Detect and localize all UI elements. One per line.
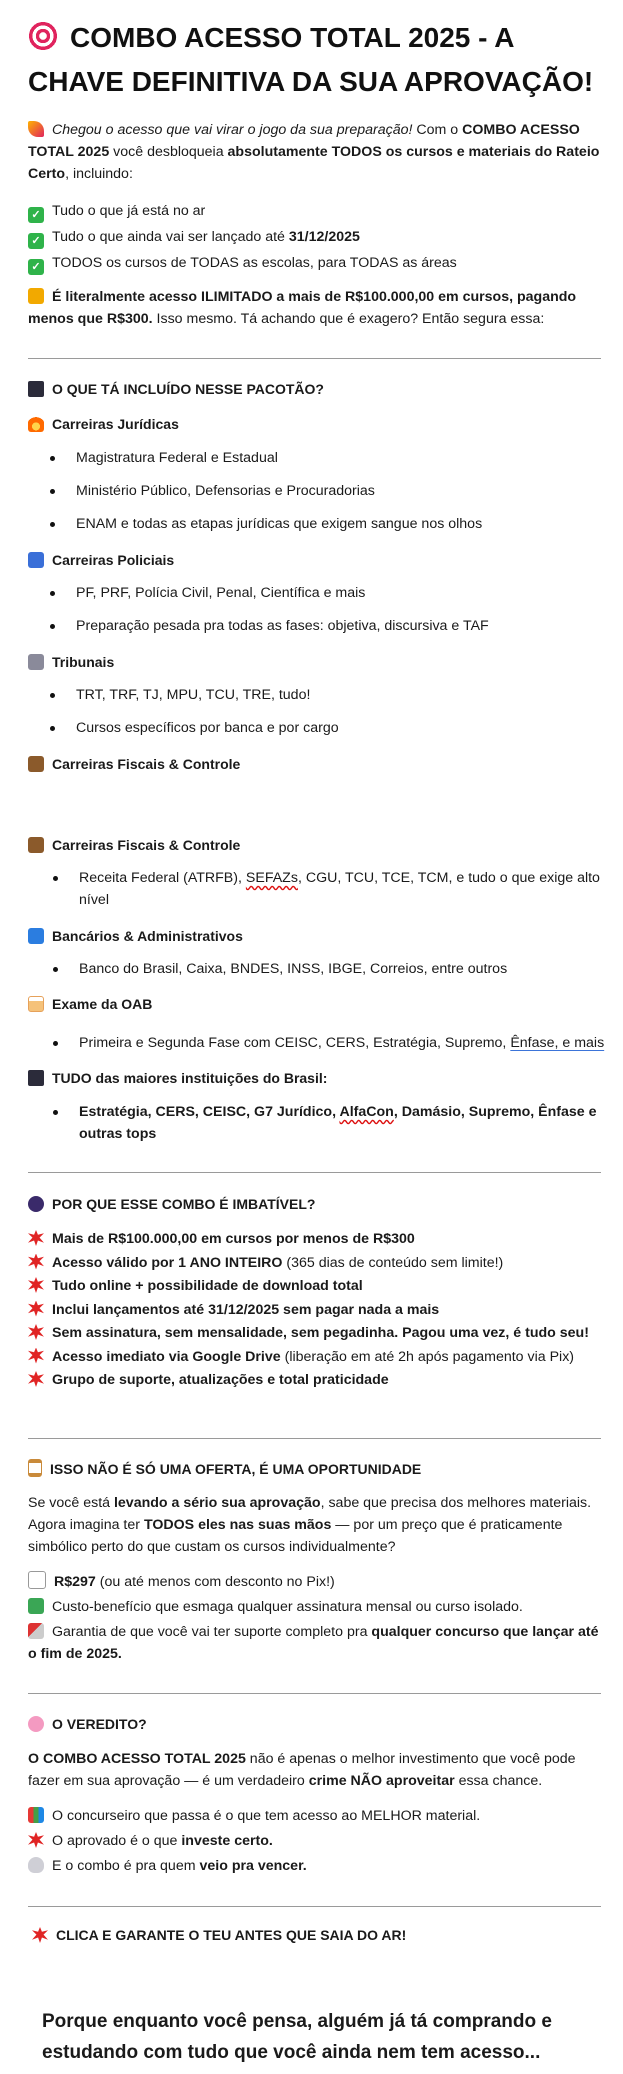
- list-item: Garantia de que você vai ter suporte completo pra qualquer concurso que lançar até o fim de 2025.: [28, 1624, 599, 1662]
- divider: [28, 1906, 601, 1907]
- list-item: Custo-benefício que esmaga qualquer assinatura mensal ou curso isolado.: [28, 1596, 603, 1618]
- skull-icon: [28, 1857, 44, 1873]
- cake-icon: [28, 996, 44, 1012]
- tribunais-heading: Tribunais: [28, 651, 114, 673]
- money-icon: [28, 1598, 44, 1614]
- check-mark-icon: [28, 259, 44, 275]
- explosion-icon: [28, 1301, 44, 1317]
- divider: [28, 1693, 601, 1694]
- syringe-icon: [28, 1623, 44, 1639]
- divider: [28, 1438, 601, 1439]
- explosion-icon: [28, 1230, 44, 1246]
- check-mark-icon: [28, 207, 44, 223]
- juridicas-heading: Carreiras Jurídicas: [28, 413, 179, 435]
- included-heading: O QUE TÁ INCLUÍDO NESSE PACOTÃO?: [28, 378, 324, 400]
- list-item: ENAM e todas as etapas jurídicas que exigem sangue nos olhos: [76, 513, 623, 535]
- veredito-paragraph: O COMBO ACESSO TOTAL 2025 não é apenas o melhor investimento que você pode fazer em sua aprovação — é um verdadeiro crime NÃO aproveitar essa chance.: [28, 1751, 576, 1789]
- explosion-icon: [28, 1832, 44, 1848]
- explosion-icon: [28, 1277, 44, 1293]
- fiscais-list: [28, 867, 609, 911]
- tudo-list: [28, 1101, 609, 1145]
- lock-icon: [28, 288, 44, 304]
- oportunidade-list: [28, 1571, 603, 1665]
- briefcase-icon: [28, 756, 44, 772]
- list-item: Inclui lançamentos até 31/12/2025 sem pagar nada a mais: [28, 1299, 603, 1323]
- policiais-heading: Carreiras Policiais: [28, 549, 174, 571]
- list-item: Grupo de suporte, atualizações e total praticidade: [28, 1369, 603, 1393]
- list-item: Banco do Brasil, Caixa, BNDES, INSS, IBGE, Correios, entre outros: [79, 958, 623, 980]
- bomb-icon: [28, 1196, 44, 1212]
- list-item: Primeira e Segunda Fase com CEISC, CERS, Estratégia, Supremo, Ênfase, e mais: [79, 1032, 623, 1054]
- list-item: Ministério Público, Defensorias e Procuradorias: [76, 480, 623, 502]
- police-car-icon: [28, 552, 44, 568]
- list-item: Cursos específicos por banca e por cargo: [76, 717, 623, 739]
- oportunidade-paragraph: Se você está levando a sério sua aprovação, sabe que precisa dos melhores materiais. Agora imagina ter TODOS eles nas suas mãos — por um preço que é praticamente simbólico perto do que custam os cursos individualmente?: [28, 1495, 592, 1555]
- list-item: E o combo é pra quem veio pra vencer.: [28, 1854, 603, 1879]
- books-icon: [28, 1807, 44, 1823]
- tribunais-list: [28, 684, 623, 739]
- hourglass-icon: [28, 1459, 42, 1477]
- list-item: O aprovado é o que investe certo.: [28, 1829, 603, 1854]
- list-item: Magistratura Federal e Estadual: [76, 447, 623, 469]
- checklist: [28, 200, 603, 275]
- page-title: COMBO ACESSO TOTAL 2025 - A CHAVE DEFINITIVA DA SUA APROVAÇÃO!: [28, 22, 594, 97]
- briefcase-icon: [28, 837, 44, 853]
- fiscais-heading: Carreiras Fiscais & Controle: [28, 753, 240, 775]
- veredito-heading: O VEREDITO?: [28, 1713, 147, 1735]
- cta-heading: CLICA E GARANTE O TEU ANTES QUE SAIA DO AR!: [32, 1924, 406, 1946]
- list-item: Sem assinatura, sem mensalidade, sem pegadinha. Pagou uma vez, é tudo seu!: [28, 1322, 603, 1346]
- list-item: Acesso válido por 1 ANO INTEIRO (365 dias de conteúdo sem limite!): [28, 1252, 603, 1276]
- bancarios-list: [28, 958, 623, 980]
- list-item: PF, PRF, Polícia Civil, Penal, Científica e mais: [76, 582, 623, 604]
- bancarios-heading: Bancários & Administrativos: [28, 925, 243, 947]
- graduation-cap-icon: [28, 1070, 44, 1086]
- explosion-icon: [28, 1371, 44, 1387]
- oab-heading: Exame da OAB: [28, 993, 152, 1015]
- divider: [28, 1172, 601, 1173]
- check-item: ✓Tudo o que já está no ar: [28, 200, 603, 223]
- oportunidade-heading: ISSO NÃO É SÓ UMA OFERTA, É UMA OPORTUNIDADE: [28, 1458, 421, 1480]
- fiscais-heading-repeat: Carreiras Fiscais & Controle: [28, 834, 240, 856]
- brain-icon: [28, 1716, 44, 1732]
- list-item: Acesso imediato via Google Drive (liberação em até 2h após pagamento via Pix): [28, 1346, 603, 1370]
- list-item: Mais de R$100.000,00 em cursos por menos de R$300: [28, 1228, 603, 1252]
- list-item: TRT, TRF, TJ, MPU, TCU, TRE, tudo!: [76, 684, 623, 706]
- list-item: O concurseiro que passa é o que tem acesso ao MELHOR material.: [28, 1804, 603, 1829]
- check-item: ✓Tudo o que ainda vai ser lançado até 31/12/2025: [28, 226, 603, 249]
- divider: [28, 358, 601, 359]
- veredito-list: [28, 1804, 603, 1879]
- credit-card-icon: [28, 928, 44, 944]
- explosion-icon: [28, 1324, 44, 1340]
- policiais-list: [28, 582, 623, 637]
- fire-icon: [28, 416, 44, 432]
- closing-statement: Porque enquanto você pensa, alguém já tá comprando e estudando com tudo que você ainda nem tem acesso...: [42, 2011, 552, 2063]
- unlimited-paragraph: É literalmente acesso ILIMITADO a mais de R$100.000,00 em cursos, pagando menos que R$300. Isso mesmo. Tá achando que é exagero? Então segura essa:: [28, 289, 577, 327]
- juridicas-list: [28, 447, 623, 535]
- list-item: Receita Federal (ATRFB), SEFAZs, CGU, TCU, TCE, TCM, e tudo o que exige alto nível: [79, 867, 609, 911]
- party-popper-icon: [28, 121, 44, 137]
- chart-decreasing-icon: [28, 1571, 46, 1589]
- list-item: R$297 (ou até menos com desconto no Pix!): [28, 1571, 603, 1593]
- list-item: Estratégia, CERS, CEISC, G7 Jurídico, AlfaCon, Damásio, Supremo, Ênfase e outras tops: [79, 1101, 609, 1145]
- tudo-heading: TUDO das maiores instituições do Brasil:: [28, 1067, 327, 1089]
- explosion-icon: [28, 1254, 44, 1270]
- target-icon: [28, 21, 58, 51]
- imbativel-list: [28, 1228, 603, 1393]
- check-mark-icon: [28, 233, 44, 249]
- list-item: Tudo online + possibilidade de download total: [28, 1275, 603, 1299]
- classical-building-icon: [28, 654, 44, 670]
- intro-paragraph: Chegou o acesso que vai virar o jogo da sua preparação! Com o COMBO ACESSO TOTAL 2025 você desbloqueia absolutamente TODOS os cursos e materiais do Rateio Certo, incluindo:: [28, 122, 600, 182]
- graduation-cap-icon: [28, 381, 44, 397]
- explosion-icon: [28, 1348, 44, 1364]
- imbativel-heading: POR QUE ESSE COMBO É IMBATÍVEL?: [28, 1193, 315, 1215]
- list-item: Preparação pesada pra todas as fases: objetiva, discursiva e TAF: [76, 615, 623, 637]
- oab-list: [28, 1032, 623, 1054]
- check-item: ✓TODOS os cursos de TODAS as escolas, para TODAS as áreas: [28, 252, 603, 275]
- explosion-icon: [32, 1927, 48, 1943]
